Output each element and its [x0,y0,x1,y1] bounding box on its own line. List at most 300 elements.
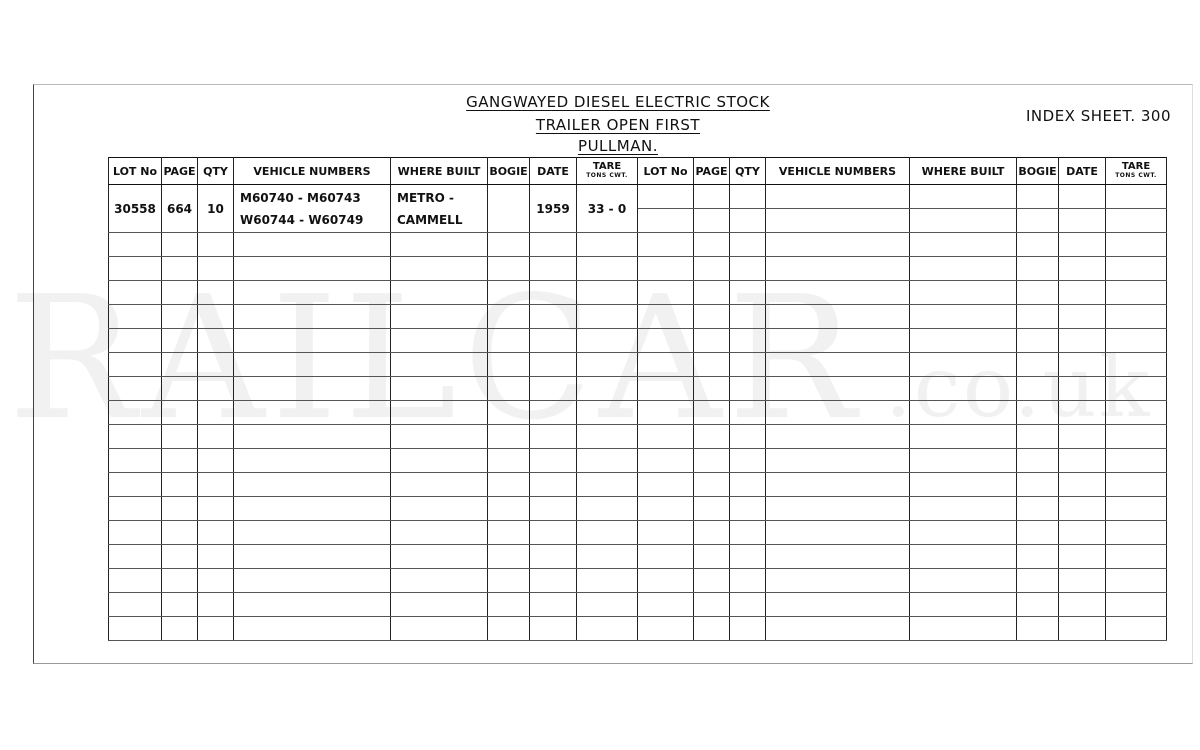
empty-cell [234,569,391,593]
empty-cell [766,449,910,473]
empty-cell [766,617,910,641]
empty-cell [577,233,638,257]
empty-cell [1106,473,1167,497]
empty-cell [1059,401,1106,425]
lot-register-table [108,157,1167,641]
empty-cell [109,281,162,305]
empty-cell [638,569,694,593]
empty-cell [766,401,910,425]
empty-cell [1106,425,1167,449]
empty-cell [162,593,198,617]
empty-cell [162,473,198,497]
empty-cell [766,257,910,281]
empty-cell [577,329,638,353]
empty-cell [162,617,198,641]
empty-cell [1059,209,1106,233]
col-bogie: BOGIE [488,158,530,185]
empty-cell [198,353,234,377]
empty-cell [910,329,1017,353]
empty-cell [1017,281,1059,305]
empty-cell [488,425,530,449]
empty-cell [109,377,162,401]
empty-cell [910,545,1017,569]
empty-cell [910,233,1017,257]
empty-cell [577,617,638,641]
index-sheet-number: INDEX SHEET. 300 [1026,107,1172,125]
table-row [109,449,1167,473]
empty-cell [1106,281,1167,305]
col-tare [577,158,638,185]
empty-cell [910,377,1017,401]
empty-cell [638,473,694,497]
col-vehicle-numbers-right: VEHICLE NUMBERS [766,158,910,185]
empty-cell [234,353,391,377]
table-row [109,233,1167,257]
empty-cell [1106,569,1167,593]
empty-cell [162,425,198,449]
empty-cell [530,425,577,449]
empty-cell [577,377,638,401]
table-row [109,185,1167,209]
empty-cell [1106,353,1167,377]
empty-cell [488,569,530,593]
tare-label-right: TARE [1121,161,1151,172]
empty-cell [198,233,234,257]
empty-cell [1106,209,1167,233]
empty-cell [198,569,234,593]
empty-cell [109,569,162,593]
empty-cell [1106,233,1167,257]
empty-cell [530,329,577,353]
empty-cell [694,401,730,425]
empty-cell [730,353,766,377]
empty-cell [730,329,766,353]
empty-cell [910,281,1017,305]
empty-cell [234,545,391,569]
empty-cell [109,617,162,641]
empty-cell [730,233,766,257]
col-page-right: PAGE [694,158,730,185]
empty-cell [638,449,694,473]
empty-cell [910,209,1017,233]
empty-cell [234,233,391,257]
empty-cell [638,593,694,617]
empty-cell [910,425,1017,449]
empty-cell [391,497,488,521]
empty-cell [391,401,488,425]
empty-cell [391,569,488,593]
empty-cell [530,545,577,569]
empty-cell [234,497,391,521]
entry-qty: 10 [198,185,234,233]
empty-cell [730,401,766,425]
empty-cell [162,569,198,593]
table-row [109,377,1167,401]
entry-where-built [391,185,488,233]
empty-cell [766,521,910,545]
empty-cell [638,545,694,569]
empty-cell [910,353,1017,377]
empty-cell [109,449,162,473]
table-row [109,497,1167,521]
empty-cell [391,593,488,617]
empty-cell [1059,257,1106,281]
empty-cell [1106,401,1167,425]
col-where-built: WHERE BUILT [391,158,488,185]
empty-cell [530,593,577,617]
empty-cell [530,353,577,377]
empty-cell [162,305,198,329]
empty-cell [109,497,162,521]
col-date-right: DATE [1059,158,1106,185]
empty-cell [730,281,766,305]
empty-cell [638,305,694,329]
empty-cell [198,521,234,545]
empty-cell [530,257,577,281]
empty-cell [234,257,391,281]
empty-cell [1059,305,1106,329]
table-row [109,257,1167,281]
table-row [109,353,1167,377]
empty-cell [766,425,910,449]
empty-cell [577,257,638,281]
empty-cell [530,497,577,521]
empty-cell [1017,569,1059,593]
col-bogie-right: BOGIE [1017,158,1059,185]
table-row [109,545,1167,569]
empty-cell [488,497,530,521]
empty-cell [109,257,162,281]
empty-cell [638,497,694,521]
empty-cell [910,569,1017,593]
vehicle-numbers-line-2: W60744 - W60749 [240,212,364,227]
empty-cell [1106,521,1167,545]
empty-cell [910,185,1017,209]
vehicle-numbers-line-1: M60740 - M60743 [240,190,361,205]
empty-cell [577,473,638,497]
empty-cell [488,449,530,473]
empty-cell [766,593,910,617]
col-page: PAGE [162,158,198,185]
empty-cell [577,281,638,305]
empty-cell [577,449,638,473]
empty-cell [234,593,391,617]
empty-cell [694,617,730,641]
empty-cell [910,401,1017,425]
tare-units-right: TONS CWT. [1115,172,1157,179]
empty-cell [694,449,730,473]
empty-cell [766,545,910,569]
empty-cell [1106,545,1167,569]
empty-cell [1017,617,1059,641]
empty-cell [1059,545,1106,569]
empty-cell [530,521,577,545]
empty-cell [694,377,730,401]
empty-cell [577,353,638,377]
empty-cell [1017,521,1059,545]
empty-cell [391,425,488,449]
col-qty-right: QTY [730,158,766,185]
col-lot-no: LOT No [109,158,162,185]
empty-cell [488,233,530,257]
empty-cell [198,377,234,401]
empty-cell [198,281,234,305]
empty-cell [234,329,391,353]
col-qty: QTY [198,158,234,185]
empty-cell [638,401,694,425]
empty-cell [638,185,694,209]
empty-cell [1017,305,1059,329]
empty-cell [694,257,730,281]
empty-cell [391,473,488,497]
empty-cell [162,521,198,545]
empty-cell [1017,233,1059,257]
empty-cell [766,329,910,353]
empty-cell [766,497,910,521]
empty-cell [577,593,638,617]
empty-cell [234,449,391,473]
empty-cell [109,593,162,617]
empty-cell [694,305,730,329]
empty-cell [1059,377,1106,401]
empty-cell [488,617,530,641]
register-body [109,185,1167,641]
col-date: DATE [530,158,577,185]
empty-cell [1059,233,1106,257]
empty-cell [162,449,198,473]
empty-cell [730,593,766,617]
empty-cell [910,449,1017,473]
empty-cell [910,473,1017,497]
empty-cell [766,281,910,305]
empty-cell [694,521,730,545]
empty-cell [1017,329,1059,353]
empty-cell [391,281,488,305]
table-row [109,569,1167,593]
table-row [109,281,1167,305]
entry-vehicle-numbers [234,185,391,233]
empty-cell [638,353,694,377]
empty-cell [234,617,391,641]
empty-cell [1059,185,1106,209]
table-row [109,617,1167,641]
empty-cell [488,377,530,401]
entry-lot-no: 30558 [109,185,162,233]
empty-cell [730,569,766,593]
empty-cell [488,257,530,281]
empty-cell [530,233,577,257]
col-where-built-right: WHERE BUILT [910,158,1017,185]
empty-cell [109,425,162,449]
empty-cell [730,257,766,281]
table-row [109,521,1167,545]
empty-cell [1106,329,1167,353]
empty-cell [1106,593,1167,617]
empty-cell [1059,473,1106,497]
empty-cell [1059,497,1106,521]
empty-cell [694,233,730,257]
empty-cell [694,209,730,233]
empty-cell [577,545,638,569]
empty-cell [391,521,488,545]
empty-cell [1059,569,1106,593]
empty-cell [162,401,198,425]
empty-cell [910,521,1017,545]
empty-cell [730,617,766,641]
empty-cell [638,521,694,545]
empty-cell [1106,497,1167,521]
empty-cell [198,401,234,425]
empty-cell [1017,545,1059,569]
empty-cell [162,377,198,401]
empty-cell [577,521,638,545]
empty-cell [766,209,910,233]
empty-cell [234,377,391,401]
title-line-2: TRAILER OPEN FIRST [535,116,701,134]
empty-cell [638,329,694,353]
empty-cell [577,305,638,329]
empty-cell [694,497,730,521]
empty-cell [1106,449,1167,473]
table-row [109,401,1167,425]
col-vehicle-numbers: VEHICLE NUMBERS [234,158,391,185]
entry-date: 1959 [530,185,577,233]
empty-cell [694,281,730,305]
empty-cell [694,185,730,209]
table-row [109,425,1167,449]
empty-cell [766,233,910,257]
empty-cell [1059,449,1106,473]
empty-cell [488,281,530,305]
empty-cell [730,209,766,233]
empty-cell [1059,329,1106,353]
where-built-line-2: CAMMELL [397,212,463,227]
empty-cell [530,473,577,497]
empty-cell [488,401,530,425]
empty-cell [1017,593,1059,617]
empty-cell [109,233,162,257]
table-row [109,329,1167,353]
watermark-main: RAILCAR [8,260,862,458]
empty-cell [234,521,391,545]
empty-cell [162,545,198,569]
empty-cell [488,305,530,329]
empty-cell [530,305,577,329]
empty-cell [1059,425,1106,449]
empty-cell [1106,377,1167,401]
empty-cell [694,353,730,377]
empty-cell [1059,521,1106,545]
empty-cell [488,593,530,617]
empty-cell [766,305,910,329]
empty-cell [391,233,488,257]
empty-cell [162,281,198,305]
empty-cell [391,353,488,377]
empty-cell [109,353,162,377]
empty-cell [109,305,162,329]
empty-cell [530,377,577,401]
empty-cell [694,545,730,569]
empty-cell [910,497,1017,521]
empty-cell [391,449,488,473]
empty-cell [391,257,488,281]
col-lot-no-right: LOT No [638,158,694,185]
empty-cell [694,569,730,593]
empty-cell [638,377,694,401]
empty-cell [1059,281,1106,305]
empty-cell [198,497,234,521]
empty-cell [577,497,638,521]
empty-cell [1106,617,1167,641]
empty-cell [577,569,638,593]
tare-units: TONS CWT. [586,172,628,179]
empty-cell [109,521,162,545]
empty-cell [577,425,638,449]
empty-cell [198,473,234,497]
empty-cell [109,545,162,569]
empty-cell [910,593,1017,617]
empty-cell [1017,449,1059,473]
empty-cell [109,473,162,497]
empty-cell [577,401,638,425]
empty-cell [638,617,694,641]
empty-cell [766,473,910,497]
empty-cell [1059,617,1106,641]
empty-cell [766,377,910,401]
empty-cell [694,593,730,617]
header-row [109,158,1167,185]
empty-cell [730,521,766,545]
empty-cell [109,329,162,353]
empty-cell [638,257,694,281]
empty-cell [730,449,766,473]
empty-cell [488,473,530,497]
empty-cell [1017,257,1059,281]
entry-bogie [488,185,530,233]
empty-cell [1017,209,1059,233]
empty-cell [198,617,234,641]
empty-cell [694,473,730,497]
empty-cell [1017,377,1059,401]
empty-cell [910,305,1017,329]
empty-cell [766,353,910,377]
tare-label: TARE [592,161,622,172]
empty-cell [530,281,577,305]
where-built-line-1: METRO - [397,190,454,205]
empty-cell [198,545,234,569]
watermark-domain: .co.uk [885,338,1152,436]
empty-cell [910,257,1017,281]
col-tare-right [1106,158,1167,185]
empty-cell [488,329,530,353]
empty-cell [694,329,730,353]
empty-cell [1106,257,1167,281]
empty-cell [198,449,234,473]
empty-cell [530,401,577,425]
empty-cell [234,401,391,425]
empty-cell [910,617,1017,641]
entry-page: 664 [162,185,198,233]
empty-cell [730,305,766,329]
empty-cell [1017,425,1059,449]
empty-cell [162,353,198,377]
empty-cell [530,569,577,593]
empty-cell [1059,593,1106,617]
empty-cell [391,617,488,641]
empty-cell [391,545,488,569]
empty-cell [198,305,234,329]
empty-cell [1059,353,1106,377]
